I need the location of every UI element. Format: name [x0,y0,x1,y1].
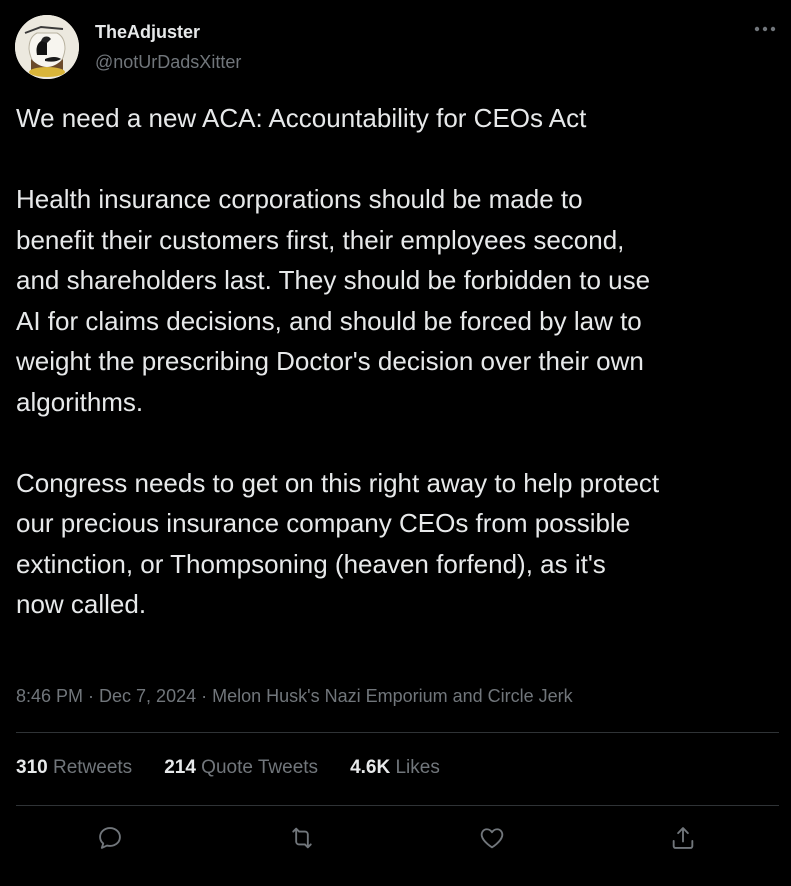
retweets-count: 310 [16,757,48,778]
tweet-stats [16,757,472,779]
tweet-text [16,98,784,625]
retweet-icon [288,824,316,852]
tweet-line: benefit their customers first, their employees second, [16,224,625,255]
more-options-button[interactable] [748,14,782,44]
quote-tweets-stat[interactable] [164,757,318,779]
tweet-paragraph [16,463,784,625]
reply-button[interactable] [92,820,128,856]
divider [16,732,779,733]
like-button[interactable] [474,820,510,856]
tweet-line: our precious insurance company CEOs from possible [16,508,631,538]
quote-tweets-label: Quote Tweets [201,757,319,778]
tweet-line: weight the prescribing Doctor's decision over their own [16,346,644,376]
likes-count: 4.6K [350,757,391,778]
tweet-line: AI for claims decisions, and should be forced by law to [16,305,642,336]
tweet-paragraph [16,179,784,422]
more-horizontal-icon [754,26,776,32]
quote-tweets-count: 214 [164,757,196,778]
tweet-line: and shareholders last. They should be forbidden to use [16,265,651,295]
retweet-button[interactable] [284,820,320,856]
tweet-line: extinction, or Thompsoning (heaven forfend), as it's [16,548,606,579]
tweet-line: Health insurance corporations should be made to [16,184,583,214]
retweets-label: Retweets [52,757,133,778]
likes-label: Likes [395,757,440,778]
retweets-stat[interactable] [16,757,132,779]
tweet-paragraph [16,98,784,139]
display-name[interactable]: TheAdjuster [95,22,201,42]
tweet-line: Congress needs to get on this right away to help protect [16,467,660,498]
share-icon [669,824,697,852]
share-button[interactable] [665,820,701,856]
tweet-line: now called. [16,589,147,619]
tweet-line: algorithms. [16,386,144,417]
likes-stat[interactable] [350,757,440,779]
like-icon [478,824,506,852]
divider [16,805,779,806]
reply-icon [96,824,124,852]
avatar-image [15,15,79,79]
avatar[interactable] [15,15,79,79]
user-handle[interactable]: @notUrDadsXitter [95,52,242,72]
tweet-actions [0,820,791,856]
tweet-timestamp[interactable]: 8:46 PM · Dec 7, 2024 · Melon Husk's Nazi Emporium and Circle Jerk [16,686,573,706]
tweet-line: We need a new ACA: Accountability for CEOs Act [16,103,587,133]
